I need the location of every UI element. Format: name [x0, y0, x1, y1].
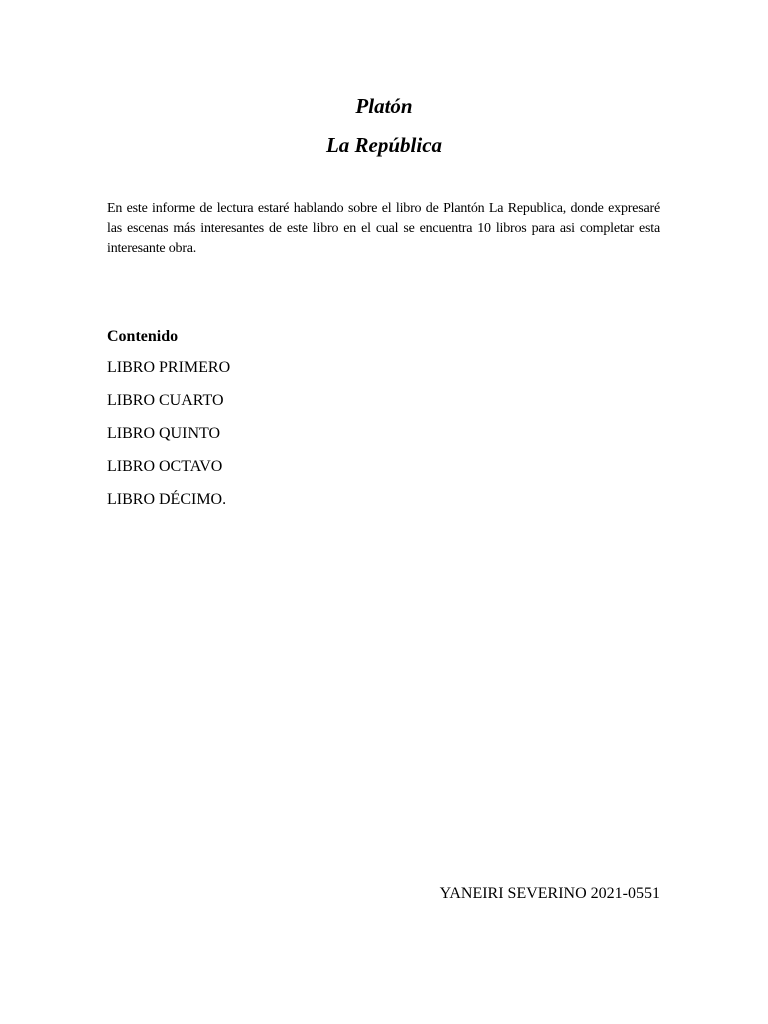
contents-item: LIBRO CUARTO — [107, 392, 224, 409]
contents-list — [107, 358, 507, 510]
contents-heading: Contenido — [107, 328, 179, 345]
book-title: La República — [325, 133, 443, 157]
student-name-id: YANEIRI SEVERINO 2021-0551 — [439, 885, 660, 902]
contents-item: LIBRO PRIMERO — [107, 359, 231, 376]
contents-item: LIBRO QUINTO — [107, 425, 221, 442]
intro-paragraph: En este informe de lectura estaré hablando sobre el libro de Plantón La Republica, donde expresaré las escenas más interesantes de este libro en el cual se encuentra 10 libros para asi completar esta interesante obra. — [107, 201, 660, 256]
author-title: Platón — [355, 94, 413, 118]
table-of-contents — [107, 327, 507, 523]
contents-item: LIBRO DÉCIMO. — [107, 491, 227, 508]
contents-item: LIBRO OCTAVO — [107, 458, 223, 475]
